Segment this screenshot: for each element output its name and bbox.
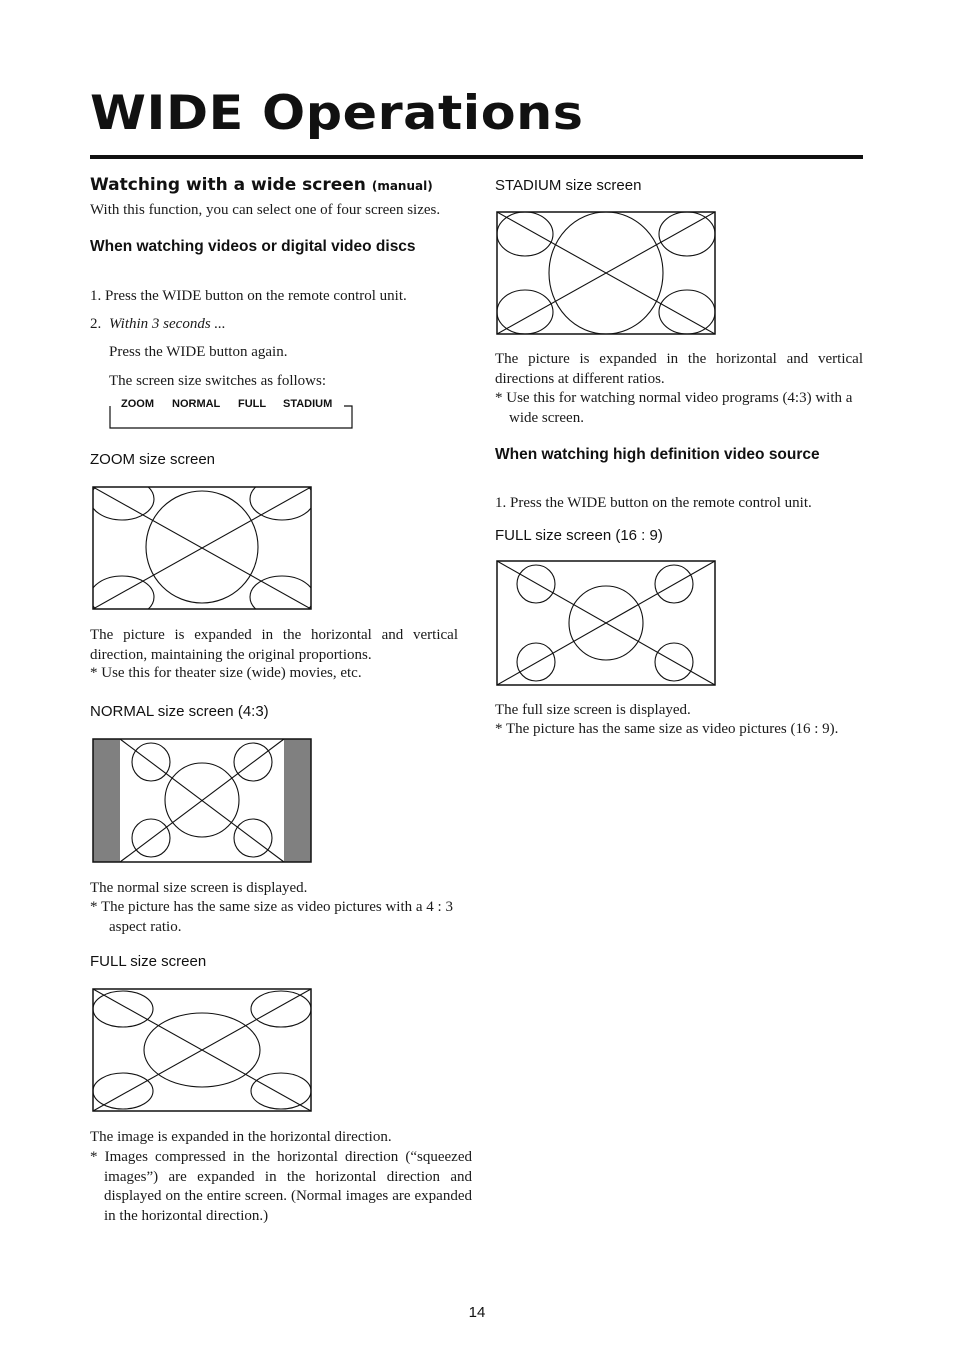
full-description: The image is expanded in the horizontal direction.	[90, 1129, 392, 1145]
section-heading-suffix: (manual)	[371, 179, 433, 193]
hd-full-screen-illustration	[496, 560, 716, 686]
cycle-label-normal: NORMAL	[169, 398, 223, 410]
section-heading-text: Watching with a wide screen	[90, 175, 366, 195]
stadium-caption: STADIUM size screen	[495, 177, 642, 194]
full-note: * Images compressed in the horizontal direction (“squeezed images”) are expanded in the horizontal direction and displayed on the entire screen. (Normal images are expanded in the horizontal direction.)	[90, 1149, 472, 1224]
page-title: WIDE Operations	[90, 86, 584, 141]
zoom-caption: ZOOM size screen	[90, 451, 216, 468]
normal-screen-illustration	[92, 738, 312, 863]
full-screen-illustration	[92, 988, 312, 1112]
stadium-note: * Use this for watching normal video programs (4:3) with a wide screen.	[495, 390, 853, 426]
zoom-screen-illustration	[92, 486, 312, 610]
zoom-description: The picture is expanded in the horizontal and vertical direction, maintaining the original proportions.	[90, 627, 458, 663]
title-rule	[90, 155, 863, 159]
zoom-note: * Use this for theater size (wide) movies, etc.	[90, 665, 362, 681]
stadium-screen-illustration	[496, 211, 716, 335]
full-caption: FULL size screen	[90, 953, 207, 970]
screen-size-cycle-diagram	[108, 396, 353, 429]
cycle-label-zoom: ZOOM	[118, 398, 157, 410]
videos-step-1: 1. Press the WIDE button on the remote control unit.	[90, 288, 407, 304]
hd-description: The full size screen is displayed.	[495, 702, 691, 718]
section-heading	[90, 175, 433, 195]
hd-caption: FULL size screen (16 : 9)	[495, 527, 663, 544]
cycle-label-full: FULL	[235, 398, 269, 410]
hd-note: * The picture has the same size as video pictures (16 : 9).	[495, 721, 839, 737]
videos-step-2-line-2: Press the WIDE button again.	[109, 344, 288, 360]
videos-step-2-italic: Within 3 seconds ...	[109, 316, 226, 332]
hd-heading: When watching high definition video source	[495, 446, 820, 463]
normal-caption: NORMAL size screen (4:3)	[90, 703, 269, 720]
videos-heading: When watching videos or digital video discs	[90, 238, 416, 255]
page-number: 14	[468, 1304, 486, 1321]
section-intro: With this function, you can select one of four screen sizes.	[90, 202, 441, 218]
hd-step-1: 1. Press the WIDE button on the remote control unit.	[495, 495, 812, 511]
videos-step-2	[90, 315, 226, 335]
normal-note: * The picture has the same size as video pictures with a 4 : 3 aspect ratio.	[90, 899, 453, 935]
videos-step-2-number: 2.	[90, 316, 102, 332]
videos-step-2-line-3: The screen size switches as follows:	[109, 373, 327, 389]
cycle-label-stadium: STADIUM	[280, 398, 335, 410]
normal-description: The normal size screen is displayed.	[90, 880, 308, 896]
stadium-description: The picture is expanded in the horizontal and vertical directions at different ratios.	[495, 351, 863, 387]
